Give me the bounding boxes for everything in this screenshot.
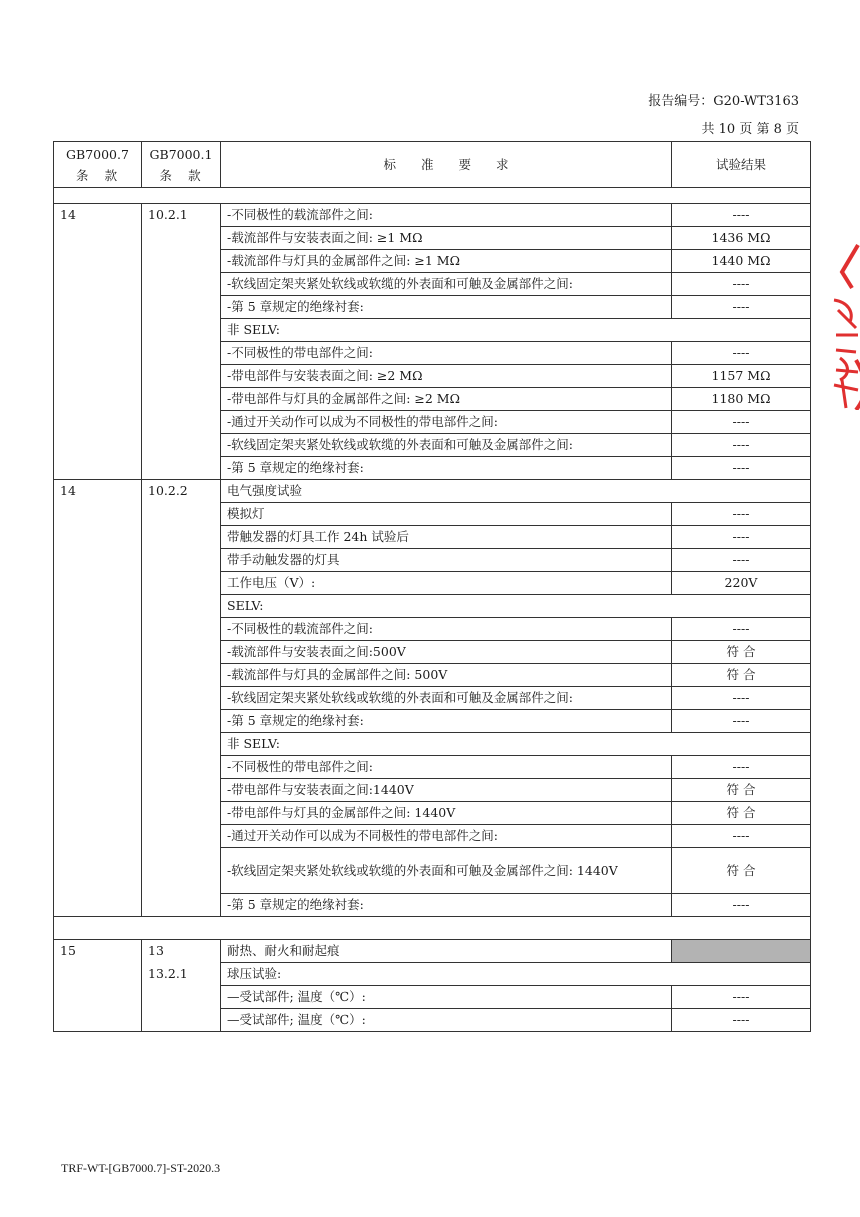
- clause-gb70001: [142, 227, 221, 250]
- clause-gb70001: [142, 618, 221, 641]
- result-cell: ----: [672, 825, 811, 848]
- requirement-text: 带手动触发器的灯具: [221, 549, 672, 572]
- requirement-text: —受试部件; 温度（℃）:: [221, 1009, 672, 1032]
- clause-gb70001: [142, 756, 221, 779]
- col-header-gb70001: GB7000.1 条 款: [142, 142, 221, 188]
- requirement-text: 球压试验:: [221, 963, 811, 986]
- table-row: [54, 480, 811, 503]
- requirement-text: SELV:: [221, 595, 811, 618]
- table-row: [54, 779, 811, 802]
- requirement-text: -载流部件与安装表面之间:500V: [221, 641, 672, 664]
- clause-gb70001: [142, 526, 221, 549]
- red-seal-stamp: [828, 240, 860, 410]
- result-cell: ----: [672, 204, 811, 227]
- clause-gb70007: [54, 894, 142, 917]
- clause-gb70001: [142, 365, 221, 388]
- requirement-text: 耐热、耐火和耐起痕: [221, 940, 672, 963]
- table-row: [54, 204, 811, 227]
- table-row: [54, 572, 811, 595]
- clause-gb70001: [142, 779, 221, 802]
- result-cell: ----: [672, 296, 811, 319]
- result-cell: 1436 MΩ: [672, 227, 811, 250]
- result-cell: 1180 MΩ: [672, 388, 811, 411]
- clause-gb70001: [142, 641, 221, 664]
- requirement-text: -不同极性的载流部件之间:: [221, 618, 672, 641]
- result-cell: 符 合: [672, 641, 811, 664]
- table-row: [54, 411, 811, 434]
- clause-gb70007: [54, 503, 142, 526]
- clause-gb70007: [54, 756, 142, 779]
- result-cell: ----: [672, 457, 811, 480]
- clause-gb70001: 13.2.1: [142, 963, 221, 986]
- clause-gb70001: [142, 733, 221, 756]
- clause-gb70007: [54, 411, 142, 434]
- result-cell: ----: [672, 411, 811, 434]
- clause-gb70001: [142, 342, 221, 365]
- requirement-text: -不同极性的带电部件之间:: [221, 756, 672, 779]
- clause-gb70007: [54, 825, 142, 848]
- requirement-text: -载流部件与灯具的金属部件之间: 500V: [221, 664, 672, 687]
- requirement-text: -软线固定架夹紧处软线或软缆的外表面和可触及金属部件之间:: [221, 273, 672, 296]
- result-cell: ----: [672, 687, 811, 710]
- table-row: [54, 595, 811, 618]
- result-cell: ----: [672, 503, 811, 526]
- spacer-row: [54, 917, 811, 940]
- clause-gb70007: [54, 342, 142, 365]
- result-cell: 1157 MΩ: [672, 365, 811, 388]
- clause-gb70001: [142, 250, 221, 273]
- result-cell: ----: [672, 1009, 811, 1032]
- clause-gb70007: [54, 388, 142, 411]
- clause-gb70001: [142, 434, 221, 457]
- clause-gb70007: [54, 848, 142, 894]
- table-row: [54, 526, 811, 549]
- table-row: [54, 848, 811, 894]
- requirement-text: -载流部件与安装表面之间: ≥1 MΩ: [221, 227, 672, 250]
- clause-gb70007: [54, 227, 142, 250]
- clause-gb70001: [142, 595, 221, 618]
- requirement-text: -第 5 章规定的绝缘衬套:: [221, 710, 672, 733]
- table-row: [54, 319, 811, 342]
- clause-gb70001: 13: [142, 940, 221, 963]
- requirement-text: -带电部件与安装表面之间: ≥2 MΩ: [221, 365, 672, 388]
- clause-gb70001: [142, 687, 221, 710]
- clause-gb70001: [142, 825, 221, 848]
- clause-gb70001: [142, 503, 221, 526]
- result-cell: ----: [672, 756, 811, 779]
- requirement-text: -第 5 章规定的绝缘衬套:: [221, 296, 672, 319]
- clause-gb70007: [54, 618, 142, 641]
- clause-gb70007: 14: [54, 204, 142, 227]
- clause-gb70001: [142, 572, 221, 595]
- table-row: [54, 756, 811, 779]
- table-row: [54, 227, 811, 250]
- requirement-text: -不同极性的载流部件之间:: [221, 204, 672, 227]
- table-row: [54, 1009, 811, 1032]
- clause-gb70001: [142, 388, 221, 411]
- clause-gb70001: [142, 802, 221, 825]
- requirement-text: 工作电压（V）:: [221, 572, 672, 595]
- requirement-text: -第 5 章规定的绝缘衬套:: [221, 894, 672, 917]
- clause-gb70007: [54, 963, 142, 986]
- clause-gb70001: [142, 319, 221, 342]
- table-row: [54, 273, 811, 296]
- clause-gb70007: [54, 250, 142, 273]
- table-row: [54, 963, 811, 986]
- clause-gb70001: [142, 986, 221, 1009]
- spacer-row: [54, 188, 811, 204]
- table-row: [54, 296, 811, 319]
- result-cell: 220V: [672, 572, 811, 595]
- result-cell: [672, 940, 811, 963]
- result-cell: 1440 MΩ: [672, 250, 811, 273]
- table-row: [54, 664, 811, 687]
- form-code: TRF-WT-[GB7000.7]-ST-2020.3: [61, 1161, 221, 1175]
- clause-gb70007: [54, 572, 142, 595]
- table-row: [54, 388, 811, 411]
- requirement-text: -不同极性的带电部件之间:: [221, 342, 672, 365]
- table-row: [54, 894, 811, 917]
- clause-gb70007: [54, 687, 142, 710]
- table-row: [54, 503, 811, 526]
- clause-gb70007: [54, 1009, 142, 1032]
- requirement-text: -带电部件与灯具的金属部件之间: ≥2 MΩ: [221, 388, 672, 411]
- clause-gb70007: [54, 802, 142, 825]
- clause-gb70001: [142, 411, 221, 434]
- result-cell: 符 合: [672, 848, 811, 894]
- table-row: [54, 733, 811, 756]
- table-row: [54, 940, 811, 963]
- clause-gb70007: [54, 641, 142, 664]
- table-row: [54, 342, 811, 365]
- clause-gb70007: [54, 319, 142, 342]
- result-cell: 符 合: [672, 779, 811, 802]
- requirement-text: 模拟灯: [221, 503, 672, 526]
- clause-gb70007: [54, 779, 142, 802]
- col-header-requirements: 标 准 要 求: [221, 142, 672, 188]
- table-row: [54, 986, 811, 1009]
- clause-gb70007: [54, 457, 142, 480]
- col-header-result: 试验结果: [672, 142, 811, 188]
- result-cell: ----: [672, 986, 811, 1009]
- table-row: [54, 365, 811, 388]
- requirement-text: -软线固定架夹紧处软线或软缆的外表面和可触及金属部件之间:: [221, 434, 672, 457]
- table-row: [54, 549, 811, 572]
- col-header-gb70007: GB7000.7 条 款: [54, 142, 142, 188]
- requirement-text: 非 SELV:: [221, 319, 811, 342]
- requirement-text: 电气强度试验: [221, 480, 811, 503]
- table-row: [54, 457, 811, 480]
- section-13: [54, 940, 811, 1032]
- result-cell: ----: [672, 710, 811, 733]
- clause-gb70001: [142, 664, 221, 687]
- result-cell: ----: [672, 894, 811, 917]
- table-row: [54, 618, 811, 641]
- clause-gb70001: 10.2.2: [142, 480, 221, 503]
- table-row: [54, 687, 811, 710]
- clause-gb70007: [54, 595, 142, 618]
- test-results-table: [53, 141, 811, 1032]
- result-cell: ----: [672, 618, 811, 641]
- result-cell: ----: [672, 526, 811, 549]
- table-row: [54, 802, 811, 825]
- clause-gb70007: 14: [54, 480, 142, 503]
- section-10-2-2: [54, 480, 811, 917]
- clause-gb70001: [142, 848, 221, 894]
- table-row: [54, 710, 811, 733]
- report-number: 报告编号：G20-WT3163: [648, 94, 799, 109]
- clause-gb70007: [54, 365, 142, 388]
- clause-gb70007: [54, 296, 142, 319]
- requirement-text: 带触发器的灯具工作 24h 试验后: [221, 526, 672, 549]
- requirement-text: —受试部件; 温度（℃）:: [221, 986, 672, 1009]
- clause-gb70007: 15: [54, 940, 142, 963]
- clause-gb70001: [142, 273, 221, 296]
- clause-gb70001: [142, 894, 221, 917]
- clause-gb70001: [142, 296, 221, 319]
- requirement-text: -第 5 章规定的绝缘衬套:: [221, 457, 672, 480]
- requirement-text: -通过开关动作可以成为不同极性的带电部件之间:: [221, 411, 672, 434]
- page-info: 共 10 页 第 8 页: [701, 122, 799, 137]
- requirement-text: -通过开关动作可以成为不同极性的带电部件之间:: [221, 825, 672, 848]
- table-header-row: [54, 142, 811, 188]
- clause-gb70007: [54, 434, 142, 457]
- clause-gb70007: [54, 986, 142, 1009]
- result-cell: ----: [672, 434, 811, 457]
- result-cell: 符 合: [672, 802, 811, 825]
- clause-gb70001: [142, 1009, 221, 1032]
- clause-gb70001: [142, 710, 221, 733]
- requirement-text: -带电部件与灯具的金属部件之间: 1440V: [221, 802, 672, 825]
- requirement-text: -带电部件与安装表面之间:1440V: [221, 779, 672, 802]
- requirement-text: -软线固定架夹紧处软线或软缆的外表面和可触及金属部件之间:: [221, 687, 672, 710]
- result-cell: ----: [672, 549, 811, 572]
- result-cell: ----: [672, 273, 811, 296]
- table-row: [54, 825, 811, 848]
- table-row: [54, 641, 811, 664]
- requirement-text: 非 SELV:: [221, 733, 811, 756]
- clause-gb70001: [142, 457, 221, 480]
- section-10-2-1: [54, 204, 811, 480]
- clause-gb70007: [54, 273, 142, 296]
- table-row: [54, 250, 811, 273]
- clause-gb70007: [54, 549, 142, 572]
- table-row: [54, 434, 811, 457]
- requirement-text: -软线固定架夹紧处软线或软缆的外表面和可触及金属部件之间: 1440V: [221, 848, 672, 894]
- clause-gb70007: [54, 526, 142, 549]
- requirement-text: -载流部件与灯具的金属部件之间: ≥1 MΩ: [221, 250, 672, 273]
- clause-gb70007: [54, 733, 142, 756]
- result-cell: 符 合: [672, 664, 811, 687]
- clause-gb70001: 10.2.1: [142, 204, 221, 227]
- clause-gb70001: [142, 549, 221, 572]
- clause-gb70007: [54, 664, 142, 687]
- clause-gb70007: [54, 710, 142, 733]
- result-cell: ----: [672, 342, 811, 365]
